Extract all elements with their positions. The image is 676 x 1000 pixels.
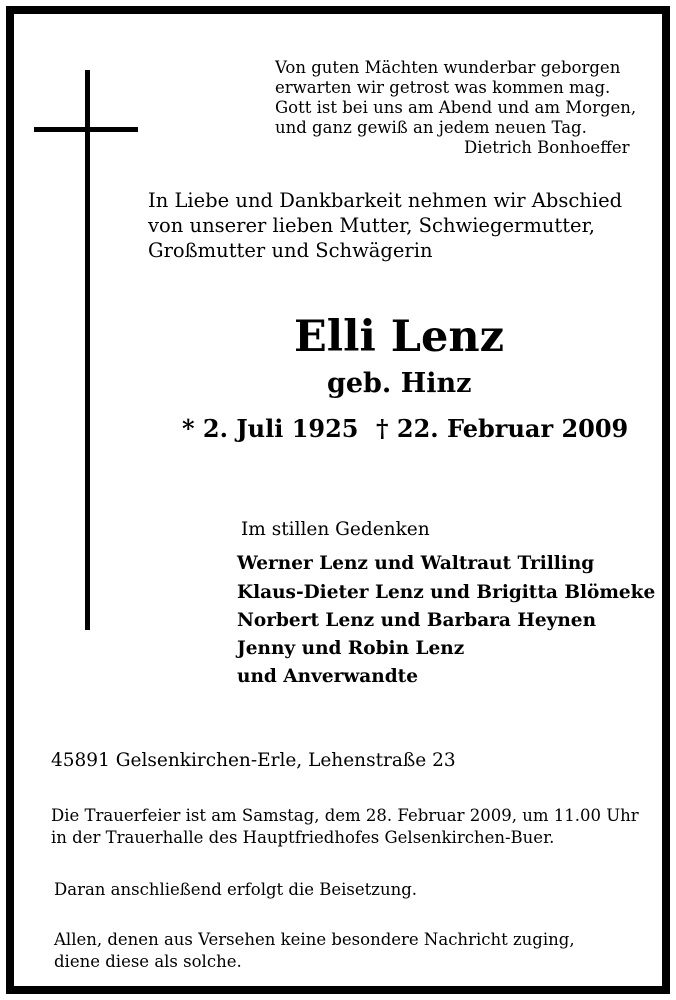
mourner-line: Klaus-Dieter Lenz und Brigitta Blömeke: [237, 582, 656, 603]
intro-line: In Liebe und Dankbarkeit nehmen wir Abschied: [148, 189, 623, 212]
mourner-line: und Anverwandte: [237, 666, 418, 687]
funeral-line: Die Trauerfeier ist am Samstag, dem 28. Februar 2009, um 11.00 Uhr: [51, 806, 639, 825]
mourner-line: Jenny und Robin Lenz: [237, 638, 465, 659]
cross-icon-bar: [34, 127, 138, 132]
poem-line: Von guten Mächten wunderbar geborgen: [275, 58, 621, 77]
mourner-line: Norbert Lenz und Barbara Heynen: [237, 610, 597, 631]
address: 45891 Gelsenkirchen-Erle, Lehenstraße 23: [51, 750, 456, 771]
intro-line: Großmutter und Schwägerin: [148, 239, 433, 262]
cross-icon: [85, 70, 90, 630]
poem-author: Dietrich Bonhoeffer: [464, 138, 630, 157]
mourner-line: Werner Lenz und Waltraut Trilling: [237, 553, 595, 574]
funeral-line: in der Trauerhalle des Hauptfriedhofes Gelsenkirchen-Buer.: [51, 828, 555, 847]
poem-line: und ganz gewiß an jedem neuen Tag.: [275, 118, 587, 137]
burial-note: Daran anschließend erfolgt die Beisetzung.: [54, 880, 418, 899]
notice-line: diene diese als solche.: [54, 952, 242, 971]
deceased-name: Elli Lenz: [294, 312, 505, 362]
birth-date: * 2. Juli 1925: [182, 414, 359, 443]
notice-line: Allen, denen aus Versehen keine besondere Nachricht zuging,: [54, 930, 575, 949]
poem-line: Gott ist bei uns am Abend und am Morgen,: [275, 98, 637, 117]
intro-line: von unserer lieben Mutter, Schwiegermutter,: [148, 214, 595, 237]
death-date: † 22. Februar 2009: [376, 414, 629, 443]
obituary-notice: [6, 6, 670, 994]
poem-line: erwarten wir getrost was kommen mag.: [275, 78, 611, 97]
memorial-heading: Im stillen Gedenken: [241, 519, 430, 540]
maiden-name: geb. Hinz: [327, 368, 472, 399]
